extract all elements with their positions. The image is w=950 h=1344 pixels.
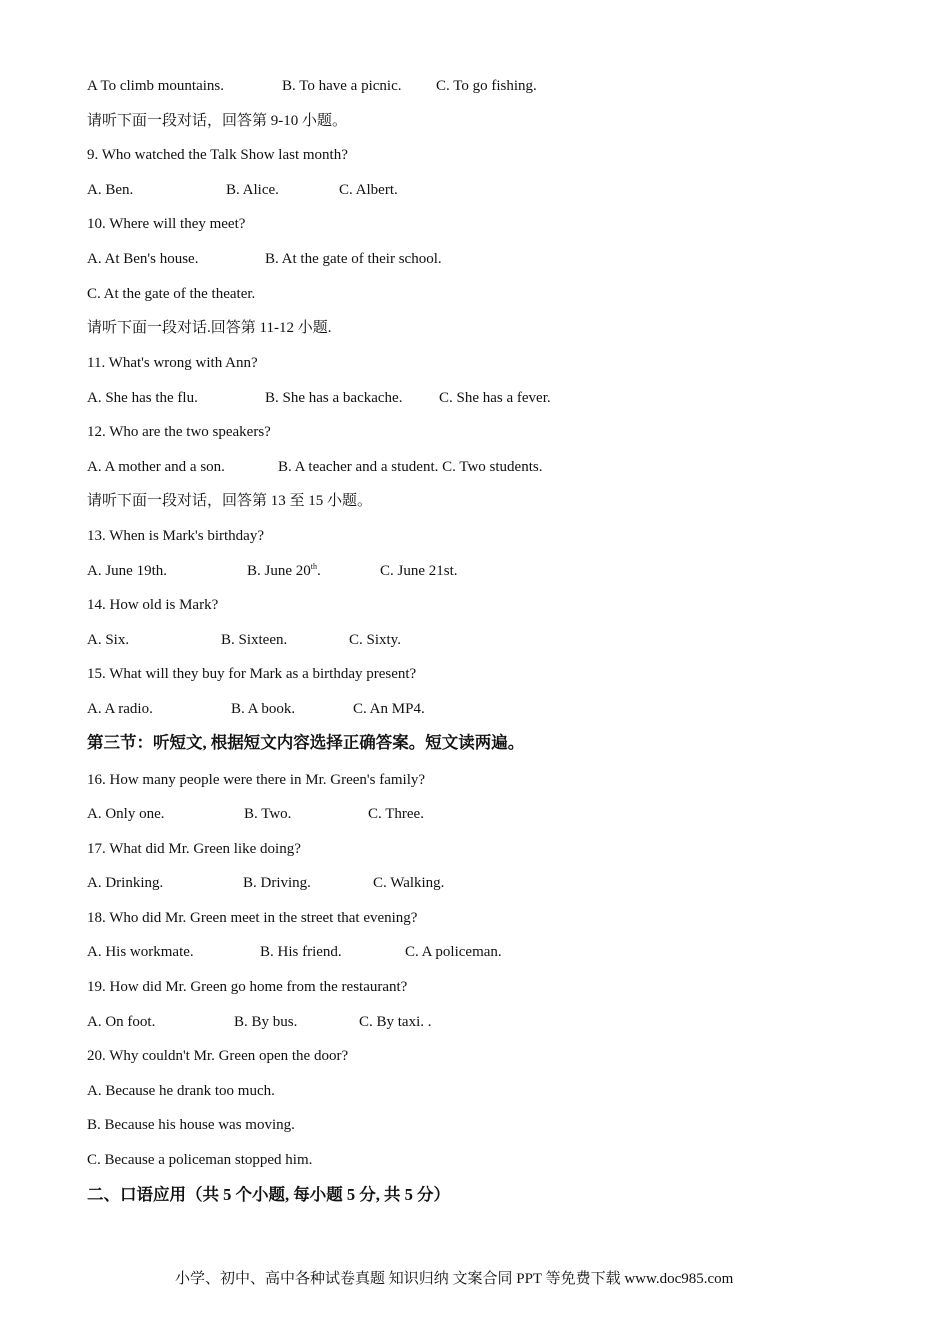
q17-question: 17. What did Mr. Green like doing? (87, 841, 301, 857)
page-footer: 小学、初中、高中各种试卷真题 知识归纳 文案合同 PPT 等免费下载 www.doc985.com (175, 1271, 734, 1287)
q12-question: 12. Who are the two speakers? (87, 424, 271, 440)
q13-option-b-period: . (316, 563, 321, 579)
section-3-heading: 第三节：听短文, 根据短文内容选择正确答案。短文读两遍。 (87, 733, 525, 752)
q16-option-a: A. Only one. (87, 806, 165, 822)
q19-option-c: C. By taxi. . (359, 1014, 432, 1030)
q11-option-b: B. She has a backache. (265, 390, 403, 406)
q19-option-a: A. On foot. (87, 1014, 156, 1030)
q20-question: 20. Why couldn't Mr. Green open the door? (87, 1048, 349, 1064)
q19-option-b: B. By bus. (234, 1014, 298, 1030)
q16-option-c: C. Three. (368, 806, 424, 822)
q20-option-a: A. Because he drank too much. (87, 1083, 275, 1099)
q18-option-b: B. His friend. (260, 944, 342, 960)
q12-option-b-c: B. A teacher and a student. C. Two students. (278, 459, 543, 475)
q13-option-b-text: B. June 20 (247, 563, 311, 579)
q9-question: 9. Who watched the Talk Show last month? (87, 147, 348, 163)
q14-question: 14. How old is Mark? (87, 597, 219, 613)
q11-option-a: A. She has the flu. (87, 390, 198, 406)
q9-option-b: B. Alice. (226, 182, 279, 198)
q13-option-a: A. June 19th. (87, 563, 167, 579)
q16-question: 16. How many people were there in Mr. Green's family? (87, 772, 426, 788)
instruction-13-15: 请听下面一段对话，回答第 13 至 15 小题。 (87, 493, 373, 509)
q8-option-c: C. To go fishing. (436, 78, 537, 94)
instruction-9-10: 请听下面一段对话，回答第 9-10 小题。 (87, 113, 347, 129)
q17-option-a: A. Drinking. (87, 875, 164, 891)
q9-option-a: A. Ben. (87, 182, 134, 198)
q10-option-a: A. At Ben's house. (87, 251, 199, 267)
q17-option-b: B. Driving. (243, 875, 311, 891)
q14-option-b: B. Sixteen. (221, 632, 288, 648)
q9-option-c: C. Albert. (339, 182, 398, 198)
q8-option-b: B. To have a picnic. (282, 78, 402, 94)
q8-option-a: A To climb mountains. (87, 78, 225, 94)
q14-option-c: C. Sixty. (349, 632, 401, 648)
q11-question: 11. What's wrong with Ann? (87, 355, 258, 371)
q15-option-c: C. An MP4. (353, 701, 425, 717)
q19-question: 19. How did Mr. Green go home from the restaurant? (87, 979, 408, 995)
q18-option-a: A. His workmate. (87, 944, 194, 960)
q10-question: 10. Where will they meet? (87, 216, 246, 232)
q10-option-c: C. At the gate of the theater. (87, 286, 256, 302)
q13-option-b-suffix: th (310, 562, 317, 571)
part-2-heading: 二、口语应用（共 5 个小题, 每小题 5 分, 共 5 分） (87, 1185, 450, 1204)
q20-option-c: C. Because a policeman stopped him. (87, 1152, 313, 1168)
q15-option-a: A. A radio. (87, 701, 153, 717)
q14-option-a: A. Six. (87, 632, 130, 648)
q12-option-a: A. A mother and a son. (87, 459, 225, 475)
q17-option-c: C. Walking. (373, 875, 445, 891)
q15-option-b: B. A book. (231, 701, 296, 717)
q18-question: 18. Who did Mr. Green meet in the street that evening? (87, 910, 418, 926)
q11-option-c: C. She has a fever. (439, 390, 551, 406)
q15-question: 15. What will they buy for Mark as a birthday present? (87, 666, 417, 682)
q13-option-b (247, 561, 321, 581)
q16-option-b: B. Two. (244, 806, 292, 822)
q18-option-c: C. A policeman. (405, 944, 502, 960)
q20-option-b: B. Because his house was moving. (87, 1117, 295, 1133)
instruction-11-12: 请听下面一段对话.回答第 11-12 小题. (87, 320, 332, 336)
q10-option-b: B. At the gate of their school. (265, 251, 442, 267)
q13-option-c: C. June 21st. (380, 563, 458, 579)
q13-question: 13. When is Mark's birthday? (87, 528, 264, 544)
